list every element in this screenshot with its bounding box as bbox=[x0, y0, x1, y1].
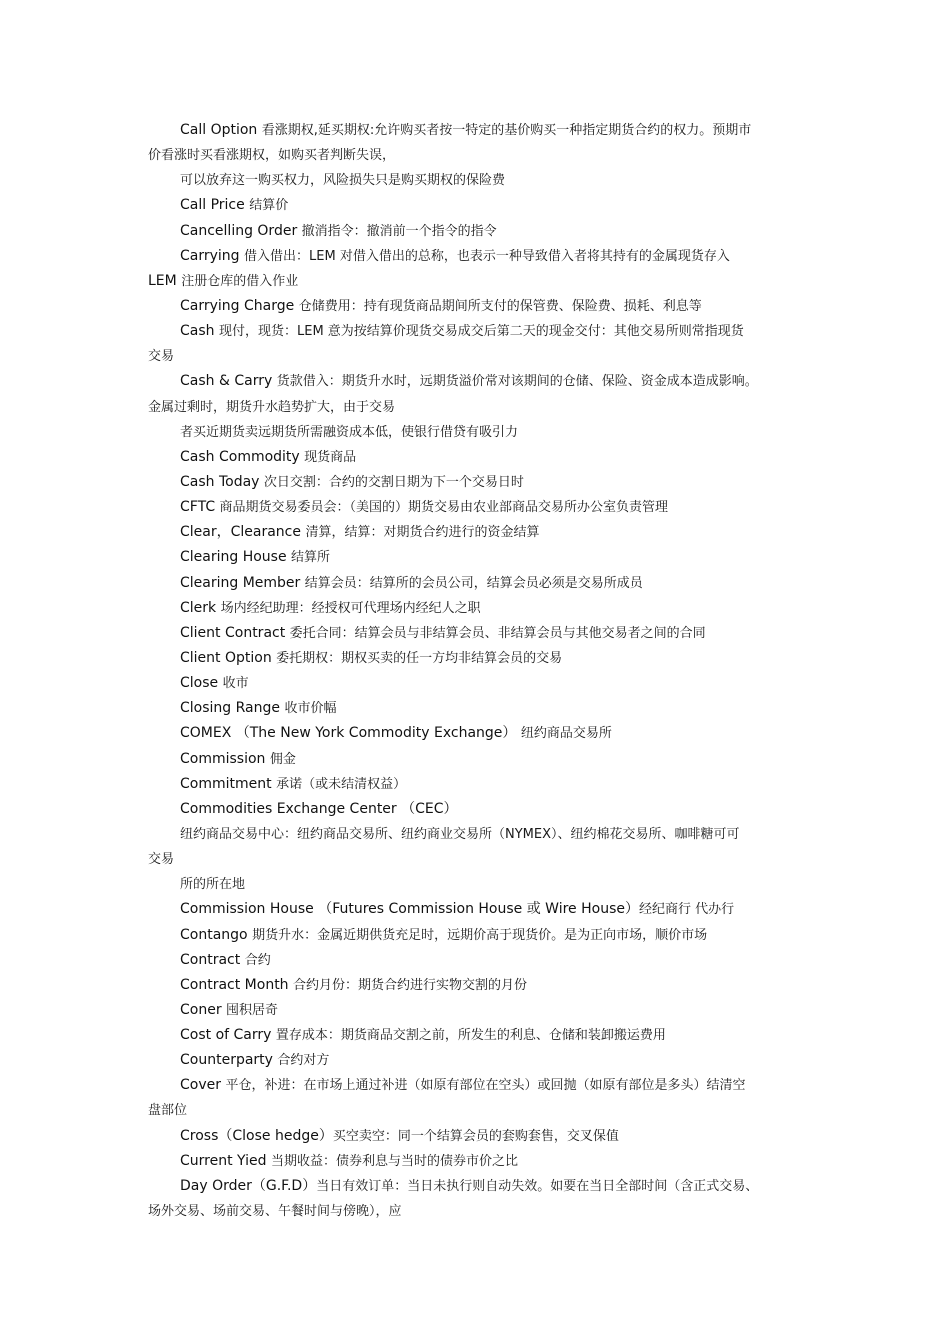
text-line bbox=[148, 369, 810, 394]
text-line bbox=[148, 1149, 810, 1174]
text-line bbox=[148, 168, 810, 193]
glossary-definition: 经纪商行 代办行 bbox=[638, 902, 735, 918]
glossary-term: Day Order（G.F.D） bbox=[180, 1177, 317, 1194]
text-line bbox=[148, 193, 810, 218]
glossary-definition: 盘部位 bbox=[148, 1103, 188, 1119]
glossary-definition: 收市价幅 bbox=[284, 701, 337, 717]
glossary-definition: 纽约商品交易所 bbox=[520, 726, 612, 742]
text-line bbox=[148, 973, 810, 998]
text-line bbox=[148, 772, 810, 797]
glossary-term: Cover bbox=[180, 1077, 226, 1094]
glossary-definition: 商品期货交易委员会：（美国的）期货交易由农业部商品交易所办公室负责管理 bbox=[219, 500, 669, 516]
glossary-definition: 次日交割：合约的交割日期为下一个交易日时 bbox=[263, 474, 524, 490]
glossary-definition: 平仓，补进：在市场上通过补进（如原有部位在空头）或回抛（如原有部位是多头）结清空 bbox=[225, 1078, 746, 1094]
text-line bbox=[148, 1048, 810, 1073]
glossary-definition: 当日有效订单：当日未执行则自动失效。如要在当日全部时间（含正式交易、 bbox=[316, 1178, 759, 1194]
glossary-term: Contango bbox=[180, 926, 253, 943]
glossary-definition: 结算所 bbox=[291, 550, 331, 566]
glossary-term: Contract bbox=[180, 951, 245, 968]
glossary-term: Clearing House bbox=[180, 549, 292, 566]
text-line bbox=[148, 118, 810, 143]
glossary-definition: 结算价 bbox=[249, 198, 289, 214]
text-line bbox=[148, 998, 810, 1023]
text-line bbox=[148, 143, 810, 168]
text-line bbox=[148, 1124, 810, 1149]
glossary-definition: 纽约商品交易中心：纽约商品交易所、纽约商业交易所（NYMEX）、纽约棉花交易所、咖啡糖可可 bbox=[180, 826, 740, 842]
text-line bbox=[148, 1174, 810, 1199]
text-line bbox=[148, 495, 810, 520]
text-line bbox=[148, 344, 810, 369]
text-line bbox=[148, 319, 810, 344]
glossary-term: Commission bbox=[180, 750, 270, 767]
document-page bbox=[148, 118, 810, 1224]
glossary-term: Commission House （Futures Commission House 或 Wire House） bbox=[180, 901, 639, 918]
glossary-definition: 买空卖空：同一个结算会员的套购套售，交叉保值 bbox=[332, 1128, 619, 1144]
glossary-definition: 合约月份：期货合约进行实物交割的月份 bbox=[293, 977, 528, 993]
text-line bbox=[148, 847, 810, 872]
glossary-term: Cost of Carry bbox=[180, 1027, 276, 1044]
glossary-definition: 结算会员：结算所的会员公司，结算会员必须是交易所成员 bbox=[304, 575, 643, 591]
glossary-term: LEM bbox=[148, 272, 182, 289]
glossary-term: Cash & Carry bbox=[180, 373, 277, 390]
text-line bbox=[148, 244, 810, 269]
glossary-definition: 现货商品 bbox=[304, 449, 357, 465]
text-line bbox=[148, 520, 810, 545]
glossary-definition: 所的所在地 bbox=[180, 877, 246, 893]
text-line bbox=[148, 822, 810, 847]
glossary-term: Cancelling Order bbox=[180, 222, 302, 239]
glossary-definition: 置存成本：期货商品交割之前，所发生的利息、仓储和装卸搬运费用 bbox=[275, 1028, 666, 1044]
text-line bbox=[148, 671, 810, 696]
text-line bbox=[148, 897, 810, 922]
glossary-definition: 现付，现货：LEM 意为按结算价现货交易成交后第二天的现金交付：其他交易所则常指现货 bbox=[218, 324, 744, 340]
glossary-term: Carrying bbox=[180, 247, 245, 264]
glossary-definition: 囤积居奇 bbox=[226, 1002, 279, 1018]
glossary-definition: 期货升水：金属近期供货充足时，远期价高于现货价。是为正向市场，顺价市场 bbox=[252, 927, 708, 943]
glossary-definition: 撤消指令：撤消前一个指令的指令 bbox=[301, 223, 497, 239]
glossary-term: Commodities Exchange Center （CEC） bbox=[180, 800, 458, 817]
glossary-definition: 者买近期货卖远期货所需融资成本低，使银行借贷有吸引力 bbox=[180, 424, 519, 440]
glossary-definition: 价看涨时买看涨期权，如购买者判断失误， bbox=[148, 148, 396, 164]
text-line bbox=[148, 596, 810, 621]
glossary-definition: 承诺（或未结清权益） bbox=[276, 776, 407, 792]
glossary-definition: 仓储费用：持有现货商品期间所支付的保管费、保险费、损耗、利息等 bbox=[298, 298, 702, 314]
glossary-definition: 交易 bbox=[148, 852, 175, 868]
glossary-term: Cash Commodity bbox=[180, 448, 305, 465]
glossary-definition: 佣金 bbox=[269, 751, 296, 767]
glossary-term: COMEX （The New York Commodity Exchange） bbox=[180, 725, 521, 742]
text-line bbox=[148, 420, 810, 445]
glossary-term: Client Contract bbox=[180, 624, 290, 641]
text-line bbox=[148, 269, 810, 294]
glossary-term: Call Option bbox=[180, 122, 262, 138]
glossary-term: Clerk bbox=[180, 599, 221, 616]
text-line bbox=[148, 395, 810, 420]
glossary-term: Cash Today bbox=[180, 473, 264, 490]
text-line bbox=[148, 721, 810, 746]
text-line bbox=[148, 797, 810, 822]
glossary-definition: 清算，结算：对期货合约进行的资金结算 bbox=[305, 525, 540, 541]
text-line bbox=[148, 923, 810, 948]
glossary-term: CFTC bbox=[180, 499, 220, 516]
glossary-definition: 看涨期权,延买期权:允许购买者按一特定的基价购买一种指定期货合约的权力。预期市 bbox=[261, 123, 752, 138]
text-line bbox=[148, 872, 810, 897]
text-line bbox=[148, 747, 810, 772]
text-line bbox=[148, 646, 810, 671]
glossary-definition: 合约对方 bbox=[277, 1053, 330, 1069]
text-line bbox=[148, 1199, 810, 1224]
text-line bbox=[148, 445, 810, 470]
glossary-term: Commitment bbox=[180, 775, 277, 792]
glossary-term: Client Option bbox=[180, 649, 277, 666]
glossary-term: Counterparty bbox=[180, 1052, 278, 1069]
glossary-definition: 场内经纪助理：经授权可代理场内经纪人之职 bbox=[220, 600, 481, 616]
glossary-term: Current Yied bbox=[180, 1152, 271, 1169]
text-line bbox=[148, 294, 810, 319]
glossary-definition: 可以放弃这一购买权力，风险损失只是购买期权的保险费 bbox=[180, 173, 506, 189]
glossary-definition: 当期收益：债券利息与当时的债券市价之比 bbox=[270, 1153, 518, 1169]
text-line bbox=[148, 1098, 810, 1123]
glossary-definition: 收市 bbox=[222, 676, 249, 692]
glossary-term: Clearing Member bbox=[180, 574, 305, 591]
text-line bbox=[148, 1073, 810, 1098]
glossary-definition: 金属过剩时，期货升水趋势扩大，由于交易 bbox=[148, 399, 396, 415]
glossary-definition: 委托期权：期权买卖的任一方均非结算会员的交易 bbox=[276, 650, 563, 666]
text-line bbox=[148, 1023, 810, 1048]
glossary-term: Coner bbox=[180, 1001, 227, 1018]
glossary-definition: 合约 bbox=[244, 952, 271, 968]
glossary-definition: 交易 bbox=[148, 349, 175, 365]
text-line bbox=[148, 571, 810, 596]
glossary-definition: 借入借出：LEM 对借入借出的总称，也表示一种导致借入者将其持有的金属现货存入 bbox=[244, 248, 730, 264]
glossary-term: Clear，Clearance bbox=[180, 524, 306, 541]
text-line bbox=[148, 621, 810, 646]
glossary-term: Close bbox=[180, 675, 223, 692]
glossary-term: Carrying Charge bbox=[180, 297, 299, 314]
glossary-term: Cash bbox=[180, 323, 219, 340]
text-line bbox=[148, 545, 810, 570]
glossary-definition: 货款借入：期货升水时，远期货溢价常对该期间的仓储、保险、资金成本造成影响。 bbox=[276, 374, 758, 390]
glossary-term: Call Price bbox=[180, 197, 250, 214]
glossary-definition: 场外交易、场前交易、午餐时间与傍晚），应 bbox=[148, 1204, 402, 1220]
text-line bbox=[148, 470, 810, 495]
glossary-definition: 委托合同：结算会员与非结算会员、非结算会员与其他交易者之间的合同 bbox=[289, 625, 706, 641]
text-line bbox=[148, 696, 810, 721]
glossary-term: Contract Month bbox=[180, 976, 294, 993]
glossary-term: Closing Range bbox=[180, 700, 285, 717]
text-line bbox=[148, 948, 810, 973]
glossary-definition: 注册仓库的借入作业 bbox=[181, 273, 299, 289]
text-line bbox=[148, 219, 810, 244]
glossary-term: Cross（Close hedge） bbox=[180, 1127, 333, 1144]
